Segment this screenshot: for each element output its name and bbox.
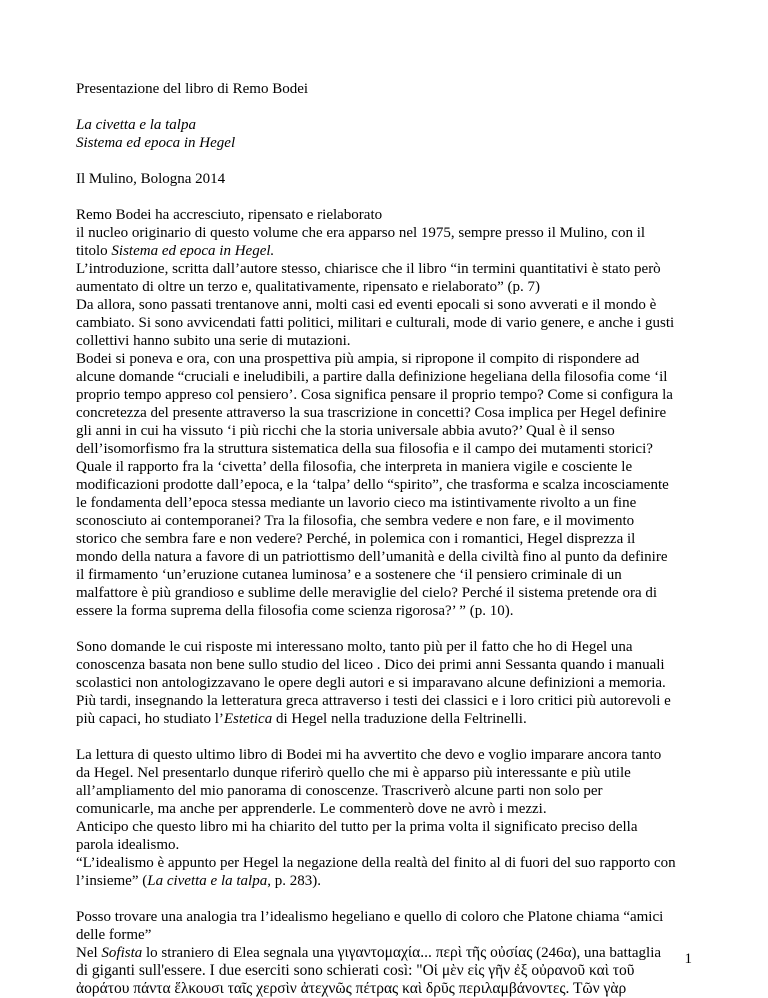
text-line: Nel Sofista lo straniero di Elea segnala una γιγαντομαχία... περὶ τῆς οὐσίας (246α), una battaglia [76, 944, 662, 961]
text-line: mondo della natura a favore di un patriottismo dell’umanità e della civiltà fino al punto da definire [76, 549, 668, 565]
text-line: aumentato di oltre un terzo e, qualitativamente, ripensato e rielaborato” (p. 7) [76, 279, 540, 295]
text-line: La lettura di questo ultimo libro di Bodei mi ha avvertito che devo e voglio imparare ancora tanto [76, 747, 662, 763]
text-line: titolo Sistema ed epoca in Hegel. [76, 243, 275, 259]
text-line: Bodei si poneva e ora, con una prospettiva più ampia, si ripropone il compito di rispondere ad [76, 351, 640, 367]
text-line: l’insieme” (La civetta e la talpa, p. 283). [76, 873, 321, 889]
paragraph-2 [76, 638, 693, 728]
text-line: le fondamenta dell’epoca stessa mediante un lavorio cieco ma istintivamente rivolto a un fine [76, 495, 637, 511]
text-line: Sono domande le cui risposte mi interessano molto, tanto più per il fatto che ho di Hegel una [76, 639, 633, 655]
text-line: modificazioni prodotte dall’epoca, e la ‘talpa’ dello “spirito”, che trasforma e scalza incosciamente [76, 477, 669, 493]
text-line: di giganti sull'essere. I due eserciti sono schierati così: "Οἱ μὲν εἰς γῆν ἐξ οὐρανοῦ καὶ τοῦ [76, 962, 635, 979]
text-line: storico che sembra fare e non vedere? Perché, in polemica con i romantici, Hegel disprezza il [76, 531, 636, 547]
page-number: 1 [684, 951, 692, 967]
text-line: ἀοράτου πάντα ἕλκουσι ταῖς χερσὶν ἀτεχνῶς πέτρας καὶ δρῦς περιλαμβάνοντες. Τῶν γὰρ [76, 980, 627, 997]
text-line: Anticipo che questo libro mi ha chiarito del tutto per la prima volta il significato preciso della [76, 819, 638, 835]
text-line: proprio tempo appreso col pensiero’. Cosa significa pensare il proprio tempo? Come si configura la [76, 387, 673, 403]
document-heading: Presentazione del libro di Remo Bodei [76, 81, 309, 97]
text-line: scolastici non antologizzavano le opere degli autori e si imparavano alcune definizioni a memoria. [76, 675, 666, 691]
text-line: conoscenza basata non bene sullo studio del liceo . Dico dei primi anni Sessanta quando i manuali [76, 657, 665, 673]
paragraph-3 [76, 746, 693, 890]
text-line: più capaci, ho studiato l’Estetica di Hegel nella traduzione della Feltrinelli. [76, 711, 527, 727]
paragraph-4 [76, 908, 693, 998]
text-line: il nucleo originario di questo volume che era apparso nel 1975, sempre presso il Mulino, con il [76, 225, 646, 241]
text-line: collettivi hanno subito una serie di mutazioni. [76, 333, 351, 349]
text-line: essere la forma suprema della filosofia come scienza rigorosa?’ ” (p. 10). [76, 603, 514, 619]
text-line: Posso trovare una analogia tra l’idealismo hegeliano e quello di coloro che Platone chiama “amici [76, 909, 664, 925]
text-line: cambiato. Si sono avvicendati fatti politici, militari e culturali, mode di vario genere, e anche i gusti [76, 315, 675, 331]
text-line: comunicarle, ma anche per apprenderle. Le commenterò dove ne avrò i mezzi. [76, 801, 547, 817]
text-line: concretezza del presente attraverso la sua trascrizione in concetti? Cosa implica per Hegel definire [76, 405, 667, 421]
text-line: Remo Bodei ha accresciuto, ripensato e rielaborato [76, 207, 383, 223]
publisher-line: Il Mulino, Bologna 2014 [76, 171, 226, 187]
text-line: dell’isomorfismo fra la struttura sistematica della sua filosofia e il campo dei mutamenti storici? [76, 441, 653, 457]
text-line: il firmamento ‘un’eruzione cutanea luminosa’ e a sostenere che ‘il pensiero criminale di un [76, 567, 622, 583]
book-subtitle: Sistema ed epoca in Hegel [76, 135, 236, 151]
text-line: all’ampliamento del mio panorama di conoscenze. Trascriverò alcune parti non solo per [76, 783, 603, 799]
text-line: da Hegel. Nel presentarlo dunque riferirò quello che mi è apparso più interessante e più utile [76, 765, 631, 781]
text-line: Più tardi, insegnando la letteratura greca attraverso i testi dei classici e i loro critici più autorevoli e [76, 693, 671, 709]
paragraph-1 [76, 206, 693, 620]
text-line: parola idealismo. [76, 837, 180, 853]
book-title: La civetta e la talpa [76, 117, 196, 133]
text-line: malfattore è più grandioso e sublime delle meraviglie del cielo? Perché il sistema pretende ora di [76, 585, 658, 601]
text-line: Quale il rapporto fra la ‘civetta’ della filosofia, che interpreta in maniera vigile e cosciente le [76, 459, 633, 475]
text-line: alcune domande “cruciali e ineludibili, a partire dalla definizione hegeliana della filosofia come ‘il [76, 369, 668, 385]
text-line: sconosciuto ai contemporanei? Tra la filosofia, che sembra vedere e non fare, e il movimento [76, 513, 635, 529]
text-line: L’introduzione, scritta dall’autore stesso, chiarisce che il libro “in termini quantitativi è stato però [76, 261, 661, 277]
text-line: gli anni in cui ha vissuto ‘i più ricchi che la storia universale abbia avuto?’ Qual è il senso [76, 423, 615, 439]
text-line: Da allora, sono passati trentanove anni, molti casi ed eventi epocali si sono avverati e il mondo è [76, 297, 657, 313]
text-line: “L’idealismo è appunto per Hegel la negazione della realtà del finito al di fuori del suo rapporto con [76, 855, 676, 871]
text-line: delle forme” [76, 927, 152, 943]
